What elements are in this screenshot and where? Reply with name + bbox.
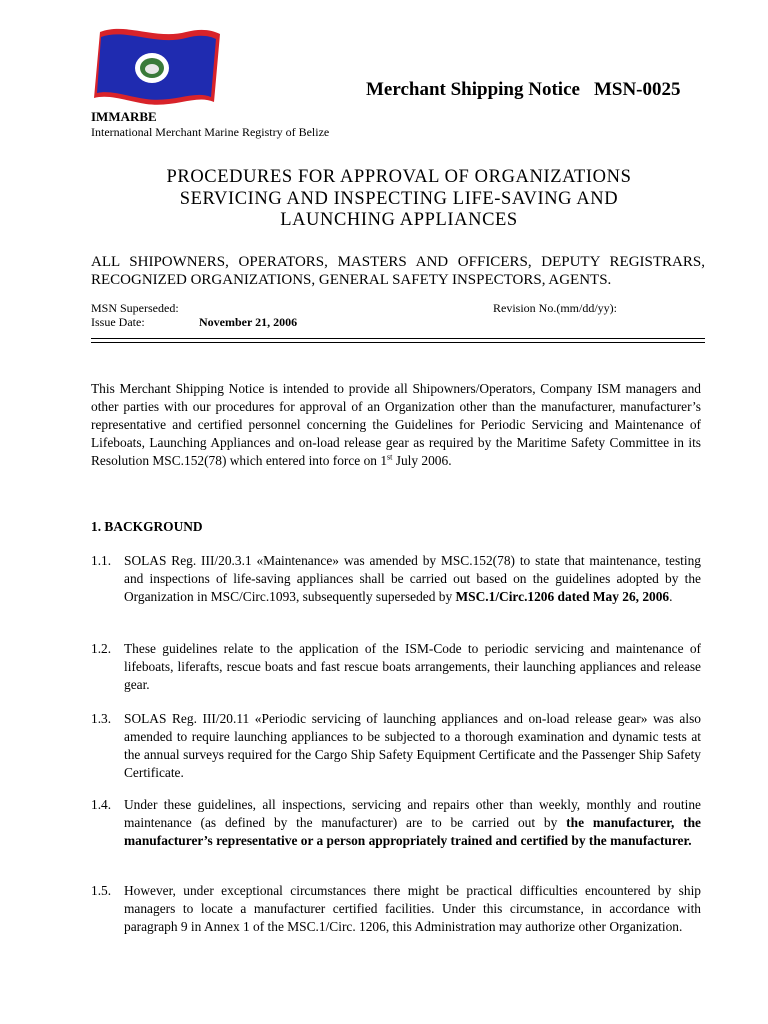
org-full-name: International Merchant Marine Registry of Belize	[91, 125, 330, 139]
list-item	[91, 796, 701, 850]
section-heading-background: 1. BACKGROUND	[91, 519, 203, 534]
intro-superscript: st	[387, 452, 393, 462]
item-number: 1.2.	[91, 641, 112, 656]
org-name: IMMARBE	[91, 109, 157, 124]
belize-flag-logo	[86, 24, 224, 116]
issue-date-label: Issue Date:	[91, 315, 145, 329]
item-bold-text: the manufacturer, the manufacturer’s representative or a person appropriately trained and certified by the manufacturer.	[124, 815, 701, 848]
item-bold-text: MSC.1/Circ.1206 dated May 26, 2006	[455, 589, 670, 604]
notice-label: Merchant Shipping Notice	[366, 79, 580, 100]
item-number: 1.3.	[91, 711, 112, 726]
title-line-3: LAUNCHING APPLIANCES	[280, 210, 518, 230]
document-title	[90, 167, 708, 232]
item-number: 1.4.	[91, 797, 112, 812]
msn-superseded-label: MSN Superseded:	[91, 301, 179, 315]
item-text: However, under exceptional circumstances there might be practical difficulties encountered by ship managers to locate a manufacturer certified facilities. Under this circumstance, in accordance with paragraph 9 in Annex 1 of the MSC.1/Circ. 1206, this Administration may authorize other Organization.	[124, 883, 701, 934]
title-line-1: PROCEDURES FOR APPROVAL OF ORGANIZATIONS	[166, 167, 632, 187]
item-text: These guidelines relate to the application of the ISM-Code to periodic servicing and maintenance of lifeboats, liferafts, rescue boats and fast rescue boats arrangements, their launching appliances and release gear.	[124, 641, 701, 692]
item-text: SOLAS Reg. III/20.3.1 «Maintenance» was amended by MSC.152(78) to state that maintenance, testing and inspections of life-saving appliances shall be carried out based on the guidelines adopted by the Organization in MSC/Circ.1093, subsequently superseded by	[124, 553, 701, 604]
intro-tail: July 2006.	[392, 453, 452, 468]
item-text: Under these guidelines, all inspections, servicing and repairs other than weekly, monthly and routine maintenance (as defined by the manufacturer) are to be carried out by	[124, 797, 701, 830]
list-item	[91, 710, 701, 782]
audience-list: ALL SHIPOWNERS, OPERATORS, MASTERS AND OFFICERS, DEPUTY REGISTRARS, RECOGNIZED ORGANIZATIONS, GENERAL SAFETY INSPECTORS, AGENTS.	[91, 254, 705, 288]
title-line-2: SERVICING AND INSPECTING LIFE-SAVING AND	[179, 188, 619, 209]
notice-title	[366, 79, 681, 101]
intro-paragraph	[91, 380, 701, 470]
item-number: 1.1.	[91, 553, 112, 568]
revision-label: Revision No.(mm/dd/yy):	[493, 301, 617, 315]
intro-text: This Merchant Shipping Notice is intended to provide all Shipowners/Operators, Company ISM managers and other parties with our procedures for approval of an Organization other than the manufacturer, manufacturer’s representative and certified personnel concerning the Guidelines for Periodic Servicing and Maintenance of Lifeboats, Launching Appliances and on-load release gear as required by the Maritime Safety Committee in its Resolution MSC.152(78) which entered into force on 1	[91, 381, 701, 468]
notice-number: MSN-0025	[593, 79, 681, 100]
divider-top	[91, 338, 705, 339]
item-tail: .	[669, 589, 673, 604]
item-number: 1.5.	[91, 883, 112, 898]
list-item	[91, 552, 701, 606]
item-text: SOLAS Reg. III/20.11 «Periodic servicing of launching appliances and on-load release gear» was also amended to require launching appliances to be subjected to a thorough examination and dynamic tests at the annual surveys required for the Cargo Ship Safety Equipment Certificate and the Passenger Ship Safety Certificate.	[124, 711, 701, 780]
list-item	[91, 882, 701, 936]
divider-bottom	[91, 342, 705, 343]
list-item	[91, 640, 701, 694]
issue-date-value: November 21, 2006	[199, 315, 298, 329]
